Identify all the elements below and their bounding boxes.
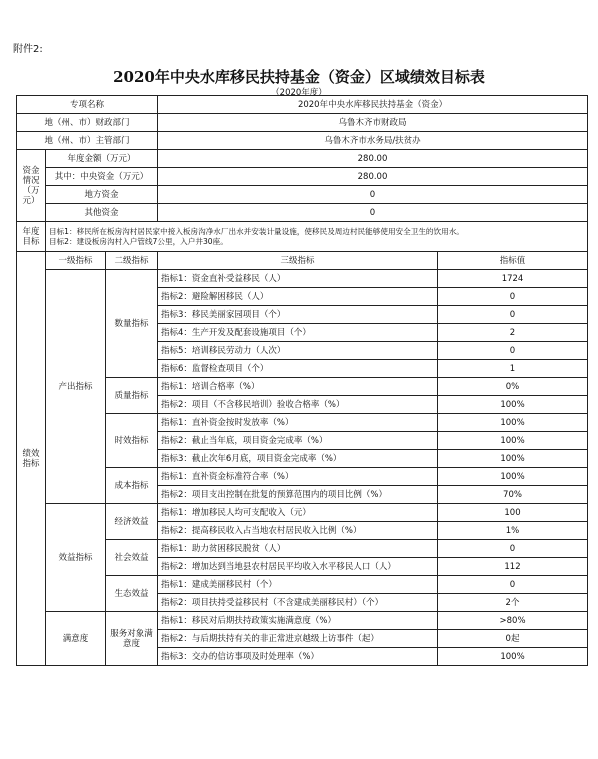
ecological-benefit-label: 生态效益 [106,576,158,612]
indicator-name: 指标1：培训合格率（%） [158,378,438,396]
timeliness-label: 时效指标 [106,414,158,468]
perf-label: 绩效指标 [17,252,46,666]
col-level1: 一级指标 [46,252,106,270]
performance-table [16,95,588,666]
managing-dept-value: 乌鲁木齐市水务局/扶贫办 [158,132,588,150]
indicator-value: 100% [438,450,588,468]
indicator-name: 指标2：与后期扶持有关的非正常进京越级上访事件（起） [158,630,438,648]
indicator-value: 2 [438,324,588,342]
goal-1: 目标1：移民所在板房沟村居民家中接入板房沟净水厂出水并安装计量设施，使移民及周边村民能够使用安全卫生的饮用水。 [49,226,464,236]
funds-row-label: 年度金额（万元） [46,150,158,168]
indicator-name: 指标2：增加达到当地县农村居民平均收入水平移民人口（人） [158,558,438,576]
quality-label: 质量指标 [106,378,158,414]
col-level3: 三级指标 [158,252,438,270]
col-value: 指标值 [438,252,588,270]
funds-label: 资金情况（万元） [17,150,46,222]
output-indicators-label: 产出指标 [46,270,106,504]
indicator-name: 指标1：直补资金按时发放率（%） [158,414,438,432]
cost-label: 成本指标 [106,468,158,504]
indicator-name: 指标2：项目（不含移民培训）验收合格率（%） [158,396,438,414]
indicator-value: 100% [438,396,588,414]
funds-row-label: 地方资金 [46,186,158,204]
indicator-value: 100% [438,414,588,432]
indicator-value: 0 [438,576,588,594]
indicator-value: 1 [438,360,588,378]
indicator-value: 0起 [438,630,588,648]
indicator-value: 112 [438,558,588,576]
indicator-name: 指标1：助力贫困移民脱贫（人） [158,540,438,558]
quantity-label: 数量指标 [106,270,158,378]
indicator-name: 指标3：截止次年6月底，项目资金完成率（%） [158,450,438,468]
indicator-name: 指标1：移民对后期扶持政策实施满意度（%） [158,612,438,630]
indicator-value: 0 [438,342,588,360]
funds-row-label: 其他资金 [46,204,158,222]
funds-row-label: 其中：中央资金（万元） [46,168,158,186]
managing-dept-label: 地（州、市）主管部门 [17,132,158,150]
indicator-name: 指标1：增加移民人均可支配收入（元） [158,504,438,522]
satisfaction-label: 满意度 [46,612,106,666]
indicator-value: 1% [438,522,588,540]
indicator-value: 1724 [438,270,588,288]
indicator-name: 指标2：避险解困移民（人） [158,288,438,306]
economic-benefit-label: 经济效益 [106,504,158,540]
page-title: 2020年中央水库移民扶持基金（资金）区域绩效目标表 [113,68,485,86]
social-benefit-label: 社会效益 [106,540,158,576]
indicator-name: 指标4：生产开发及配套设施项目（个） [158,324,438,342]
goal-2: 目标2：建设板房沟村入户管线7公里，入户井30座。 [49,236,228,246]
funds-row-value: 0 [158,204,588,222]
finance-dept-label: 地（州、市）财政部门 [17,114,158,132]
indicator-value: 70% [438,486,588,504]
indicator-value: 0 [438,288,588,306]
indicator-value: 2个 [438,594,588,612]
indicator-name: 指标3：交办的信访事项及时处理率（%） [158,648,438,666]
indicator-value: 0 [438,540,588,558]
indicator-name: 指标2：项目支出控制在批复的预算范围内的项目比例（%） [158,486,438,504]
indicator-name: 指标3：移民美丽家园项目（个） [158,306,438,324]
indicator-value: 100 [438,504,588,522]
indicator-value: 0% [438,378,588,396]
indicator-name: 指标1：建成美丽移民村（个） [158,576,438,594]
indicator-name: 指标2：提高移民收入占当地农村居民收入比例（%） [158,522,438,540]
indicator-value: 100% [438,468,588,486]
attachment-label: 附件2: [13,44,43,55]
funds-row-value: 280.00 [158,168,588,186]
funds-row-value: 280.00 [158,150,588,168]
indicator-name: 指标6：监督检查项目（个） [158,360,438,378]
year-label: （2020年度） [271,88,327,98]
indicator-value: 100% [438,432,588,450]
project-label: 专项名称 [17,96,158,114]
indicator-name: 指标1：资金直补受益移民（人） [158,270,438,288]
project-value: 2020年中央水库移民扶持基金（资金） [158,96,588,114]
annual-goals-label: 年度目标 [17,222,46,252]
indicator-name: 指标5：培训移民劳动力（人次） [158,342,438,360]
indicator-name: 指标2：截止当年底，项目资金完成率（%） [158,432,438,450]
indicator-name: 指标2：项目扶持受益移民村（不含建成美丽移民村）（个） [158,594,438,612]
benefit-indicators-label: 效益指标 [46,504,106,612]
annual-goals-text [46,222,588,252]
indicator-value: 0 [438,306,588,324]
col-level2: 二级指标 [106,252,158,270]
indicator-name: 指标1：直补资金标准符合率（%） [158,468,438,486]
indicator-value: >80% [438,612,588,630]
indicator-value: 100% [438,648,588,666]
finance-dept-value: 乌鲁木齐市财政局 [158,114,588,132]
service-satisfaction-label: 服务对象满意度 [106,612,158,666]
funds-row-value: 0 [158,186,588,204]
